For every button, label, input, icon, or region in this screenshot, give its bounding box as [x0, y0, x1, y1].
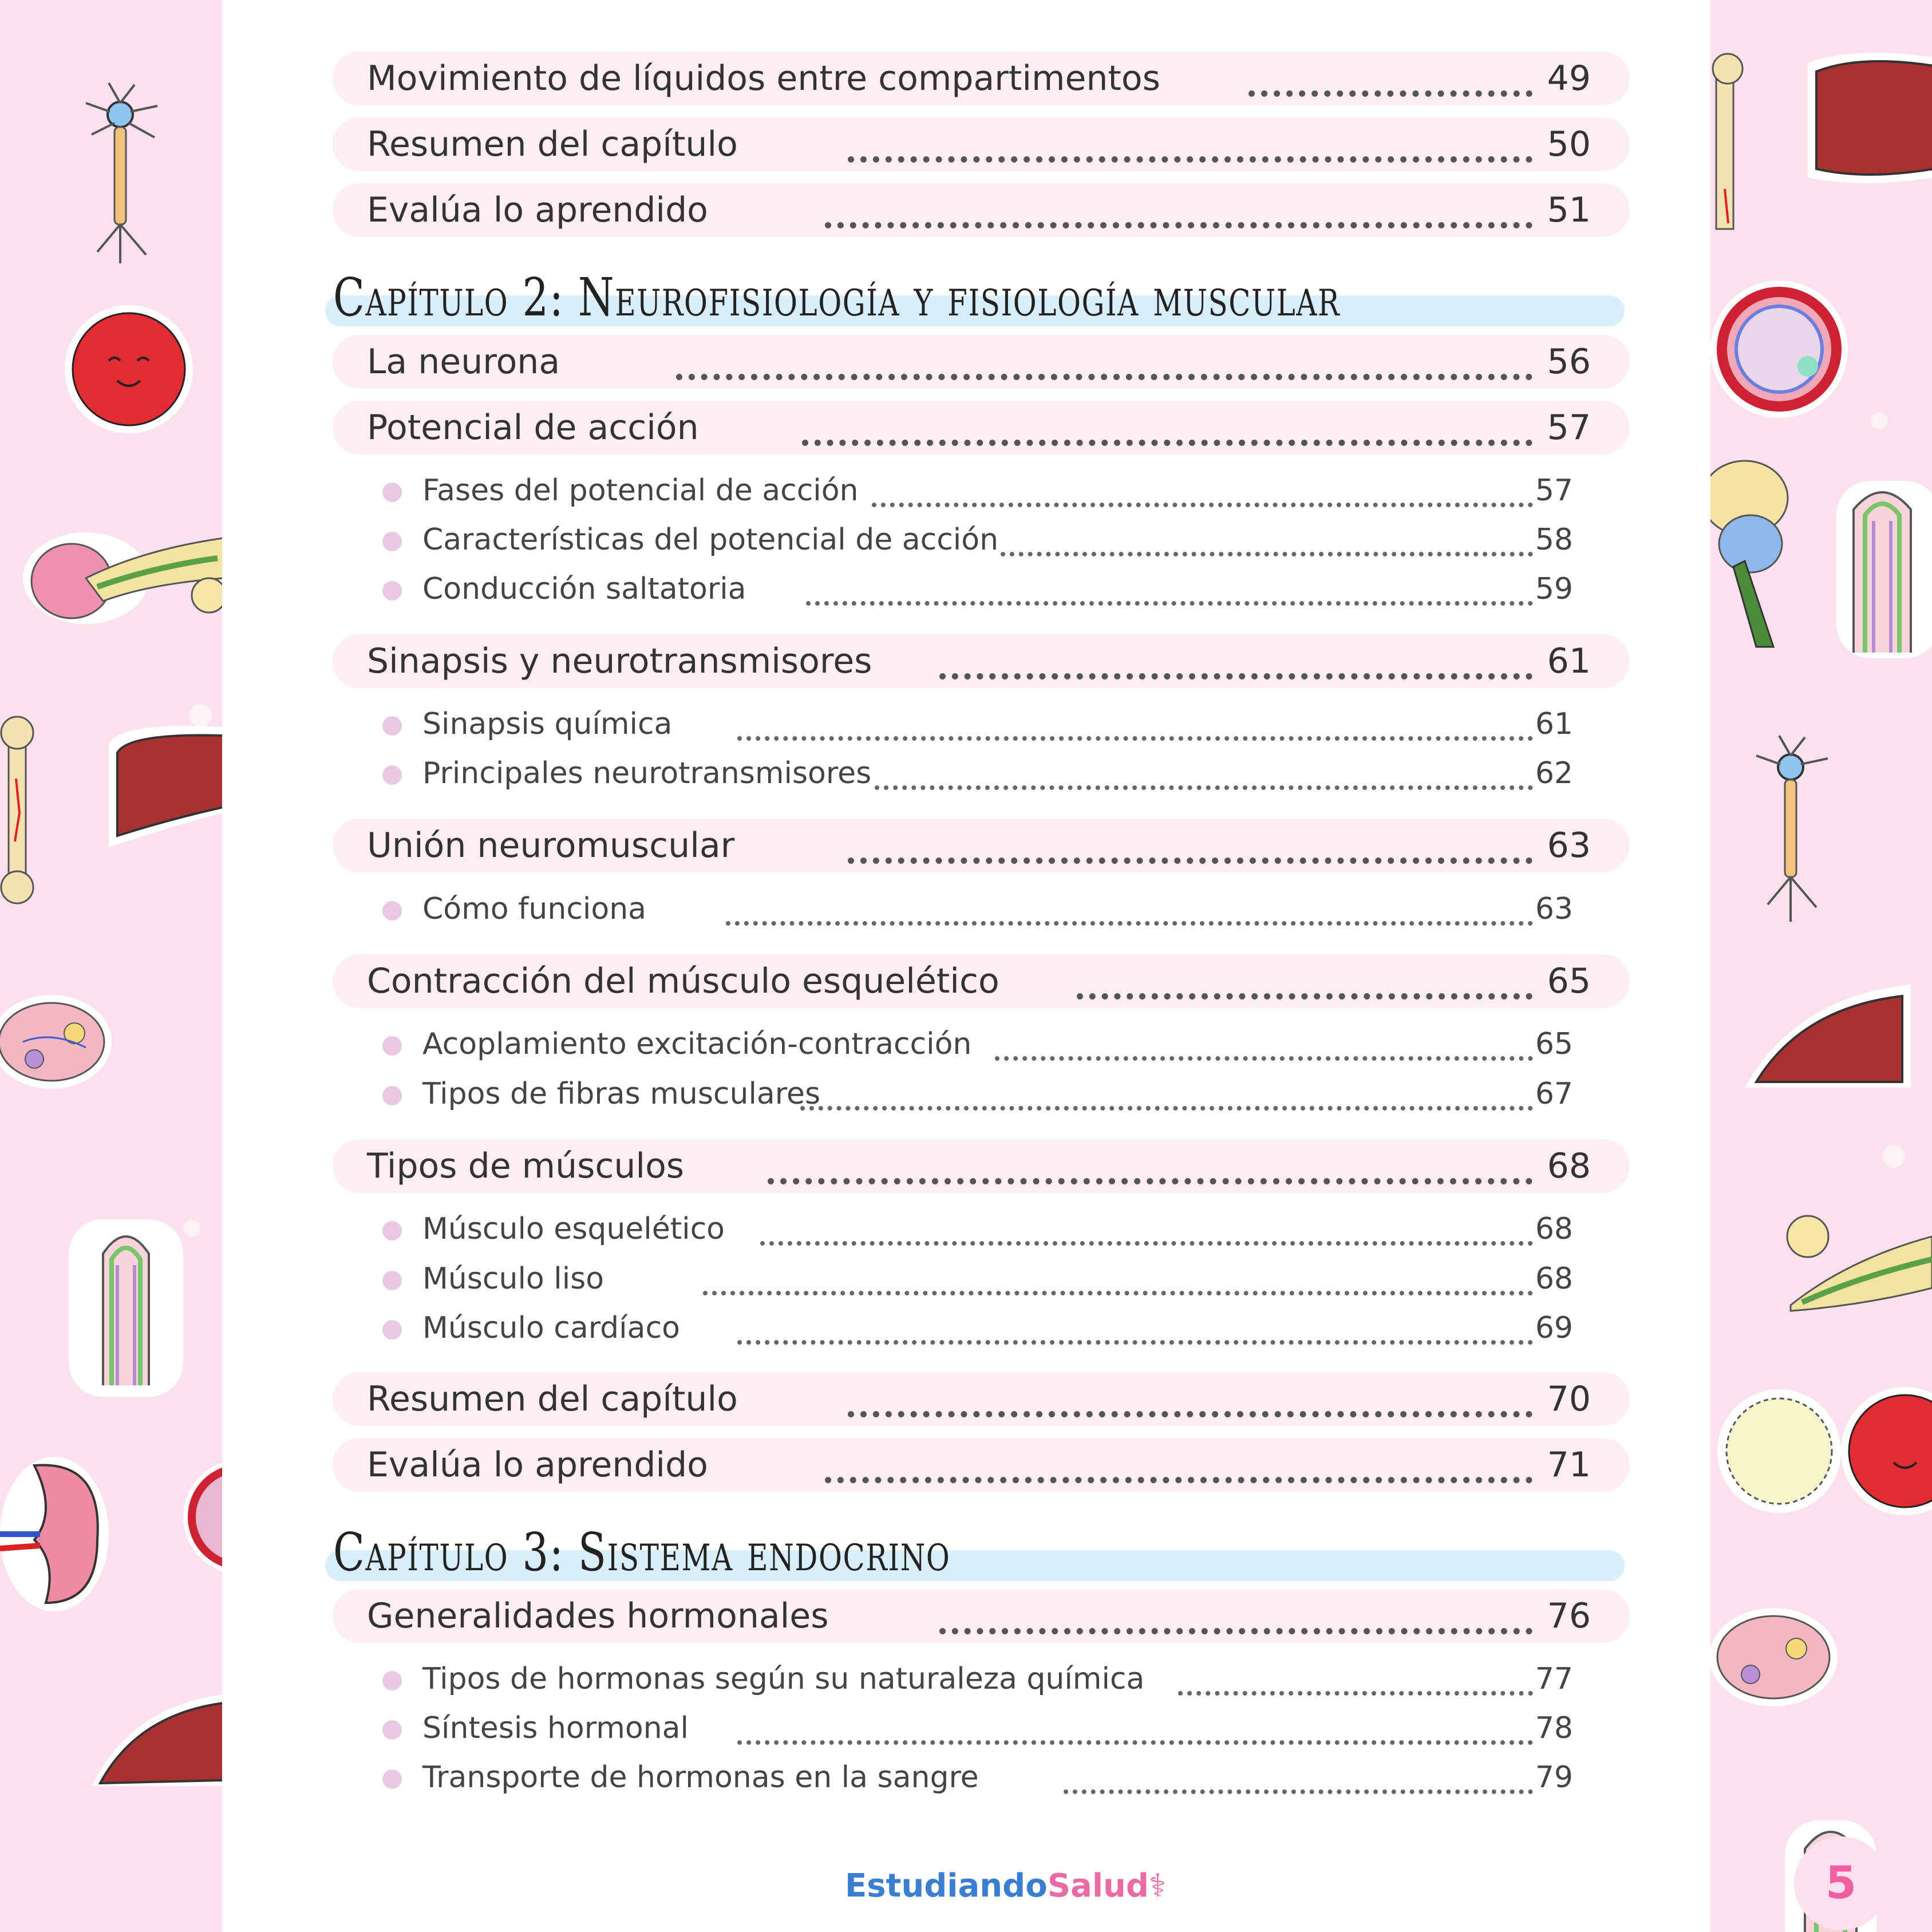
decor-dot	[1871, 412, 1888, 429]
page-number-badge: 5	[1794, 1836, 1888, 1930]
liver-illustration	[97, 721, 222, 853]
red-blood-cell-illustration	[63, 303, 195, 435]
brand-logo-part2: Salud	[1047, 1867, 1149, 1905]
toc-entry-page: 63	[1547, 825, 1591, 866]
dot-leader	[995, 1036, 1533, 1061]
chapter-title: Capítulo 3: Sistema endocrino	[333, 1522, 951, 1583]
toc-subentry-page: 62	[1535, 756, 1573, 791]
toc-entry[interactable]	[333, 183, 1630, 237]
dot-leader	[1178, 1670, 1533, 1696]
toc-subentry-page: 63	[1535, 892, 1573, 926]
bullet-icon	[382, 483, 402, 502]
toc-subentry-page: 69	[1535, 1311, 1573, 1345]
liver-illustration	[86, 1683, 222, 1809]
pancreas-illustration	[17, 515, 222, 653]
toc-subentry[interactable]	[382, 1259, 1573, 1299]
dot-leader	[703, 1270, 1533, 1295]
bullet-icon	[382, 1769, 402, 1789]
toc-entry[interactable]	[333, 335, 1630, 389]
kidney-illustration	[0, 1454, 109, 1614]
dot-leader	[939, 650, 1532, 679]
toc-subentry-page: 61	[1535, 707, 1573, 741]
toc-subentry-title: Transporte de hormonas en la sangre	[422, 1760, 979, 1795]
toc-entry[interactable]	[333, 1139, 1630, 1193]
toc-subentry[interactable]	[382, 753, 1573, 793]
dot-leader	[737, 1319, 1533, 1345]
toc-subentry[interactable]	[382, 1024, 1573, 1064]
toc-subentry-title: Sinapsis química	[422, 707, 673, 741]
toc-subentry[interactable]	[382, 471, 1573, 511]
dot-leader	[1249, 68, 1532, 97]
toc-subentry-title: Tipos de hormonas según su naturaleza química	[422, 1662, 1145, 1696]
liver-illustration	[1739, 973, 1917, 1111]
bullet-icon	[382, 716, 402, 736]
decor-dot	[1882, 1145, 1905, 1168]
dot-leader	[800, 1085, 1533, 1111]
toc-entry-page: 68	[1547, 1146, 1591, 1186]
toc-subentry[interactable]	[382, 704, 1573, 744]
dot-leader	[1064, 1769, 1533, 1794]
dot-leader	[848, 835, 1532, 864]
intestinal-villus-illustration	[1831, 475, 1932, 664]
toc-subentry-title: Conducción saltatoria	[422, 572, 746, 606]
toc-subentry-page: 79	[1535, 1760, 1573, 1795]
dot-leader	[872, 482, 1533, 507]
toc-subentry[interactable]	[382, 889, 1573, 929]
right-illustration-border	[1710, 0, 1932, 1932]
toc-subentry[interactable]	[382, 1708, 1573, 1748]
toc-entry-title: Movimiento de líquidos entre compartimentos	[367, 58, 1160, 98]
bullet-icon	[382, 1086, 402, 1105]
intestinal-villus-illustration	[63, 1214, 189, 1402]
toc-entry-page: 57	[1547, 408, 1591, 448]
dot-leader	[802, 417, 1532, 446]
dot-leader	[825, 1454, 1532, 1483]
brand-logo	[845, 1867, 1166, 1905]
toc-entry-title: Resumen del capítulo	[367, 1379, 738, 1419]
bullet-icon	[382, 581, 402, 600]
toc-entry-title: Evalúa lo aprendido	[367, 190, 708, 230]
toc-subentry-page: 78	[1535, 1711, 1573, 1745]
toc-subentry[interactable]	[382, 1308, 1573, 1348]
toc-entry-page: 61	[1547, 641, 1591, 681]
dot-leader	[676, 351, 1532, 380]
stethoscope-icon: ⚕	[1149, 1867, 1167, 1905]
bullet-icon	[382, 765, 402, 785]
bullet-icon	[382, 1671, 402, 1690]
toc-subentry[interactable]	[382, 569, 1573, 609]
toc-subentry-title: Fases del potencial de acción	[422, 473, 859, 508]
toc-subentry-page: 77	[1535, 1662, 1573, 1696]
dot-leader	[848, 133, 1532, 163]
table-of-contents-page	[222, 0, 1857, 1932]
bullet-icon	[382, 1720, 402, 1740]
bullet-icon	[382, 1036, 402, 1056]
toc-subentry[interactable]	[382, 1074, 1573, 1114]
toc-entry[interactable]	[333, 1372, 1630, 1426]
blood-vessel-illustration	[177, 1454, 222, 1580]
toc-subentry-page: 65	[1535, 1027, 1573, 1061]
neuron-illustration	[63, 80, 177, 269]
bone-illustration	[0, 716, 40, 904]
chapter-heading	[325, 263, 1625, 332]
chapter-heading	[325, 1518, 1625, 1587]
toc-entry-title: Evalúa lo aprendido	[367, 1445, 708, 1485]
toc-subentry-title: Músculo liso	[422, 1262, 605, 1296]
dot-leader	[825, 199, 1532, 228]
toc-entry-page: 70	[1547, 1379, 1591, 1419]
neuron-illustration	[1733, 733, 1848, 927]
dot-leader	[806, 580, 1533, 606]
toc-entry-page: 50	[1547, 124, 1591, 164]
toc-entry-page: 56	[1547, 342, 1591, 382]
toc-subentry-page: 68	[1535, 1212, 1573, 1246]
toc-entry-page: 65	[1547, 961, 1591, 1001]
dot-leader	[848, 1388, 1532, 1417]
toc-subentry[interactable]	[382, 1209, 1573, 1249]
ovary-illustration	[1710, 1603, 1842, 1712]
toc-subentry-title: Músculo cardíaco	[422, 1311, 680, 1345]
toc-entry[interactable]	[333, 401, 1630, 455]
toc-entry[interactable]	[333, 954, 1630, 1008]
red-blood-cell-illustration	[1839, 1385, 1932, 1517]
chapter-title: Capítulo 2: Neurofisiología y fisiología muscular	[333, 267, 1341, 328]
left-illustration-border	[0, 0, 222, 1932]
toc-subentry-page: 59	[1535, 572, 1573, 606]
dot-leader	[768, 1155, 1532, 1184]
dot-leader	[939, 1605, 1532, 1634]
toc-entry-title: La neurona	[367, 342, 560, 382]
bullet-icon	[382, 532, 402, 551]
toc-entry-page: 51	[1547, 190, 1591, 230]
pancreas-illustration	[1779, 1191, 1932, 1317]
white-blood-cell-illustration	[1710, 1385, 1842, 1517]
liver-illustration	[1796, 46, 1932, 195]
toc-entry[interactable]	[333, 634, 1630, 688]
toc-subentry-title: Síntesis hormonal	[422, 1711, 689, 1745]
toc-entry[interactable]	[333, 117, 1630, 171]
toc-subentry[interactable]	[382, 1659, 1573, 1699]
toc-entry-title: Sinapsis y neurotransmisores	[367, 641, 872, 681]
toc-entry[interactable]	[333, 1438, 1630, 1492]
toc-subentry-page: 67	[1535, 1077, 1573, 1111]
toc-entry-title: Potencial de acción	[367, 408, 699, 448]
dot-leader	[875, 765, 1533, 790]
bone-illustration	[1710, 52, 1745, 235]
dot-leader	[1077, 970, 1532, 999]
toc-subentry-title: Principales neurotransmisores	[422, 756, 872, 791]
capillary-illustration	[1710, 269, 1865, 424]
toc-entry-title: Unión neuromuscular	[367, 825, 735, 866]
dot-leader	[737, 1720, 1533, 1745]
brainstem-illustration	[1710, 458, 1796, 653]
dot-leader	[726, 900, 1533, 926]
ovary-illustration	[0, 985, 114, 1099]
toc-subentry-title: Tipos de fibras musculares	[422, 1077, 821, 1111]
toc-subentry-page: 57	[1535, 473, 1573, 508]
toc-entry-page: 49	[1547, 58, 1591, 98]
toc-entry-title: Resumen del capítulo	[367, 124, 738, 164]
dot-leader	[737, 716, 1533, 741]
toc-subentry-page: 68	[1535, 1262, 1573, 1296]
toc-subentry-page: 58	[1535, 523, 1573, 557]
toc-subentry[interactable]	[382, 1757, 1573, 1797]
bullet-icon	[382, 1320, 402, 1340]
dot-leader	[1001, 531, 1533, 556]
toc-entry-page: 71	[1547, 1445, 1591, 1485]
toc-entry-title: Tipos de músculos	[367, 1146, 685, 1186]
toc-subentry-title: Cómo funciona	[422, 892, 647, 926]
toc-entry[interactable]	[333, 819, 1630, 872]
toc-subentry-title: Músculo esquelético	[422, 1212, 725, 1246]
toc-subentry-title: Características del potencial de acción	[422, 523, 999, 557]
brand-logo-part1: Estudiando	[845, 1867, 1048, 1905]
toc-entry[interactable]	[333, 1589, 1630, 1643]
toc-entry[interactable]	[333, 52, 1630, 105]
toc-entry-page: 76	[1547, 1596, 1591, 1636]
toc-subentry-title: Acoplamiento excitación-contracción	[422, 1027, 972, 1061]
decor-dot	[189, 704, 212, 727]
toc-subentry[interactable]	[382, 520, 1573, 560]
decor-dot	[183, 1219, 200, 1236]
bullet-icon	[382, 1271, 402, 1290]
toc-entry-title: Contracción del músculo esquelético	[367, 961, 999, 1001]
bullet-icon	[382, 1221, 402, 1240]
dot-leader	[760, 1220, 1533, 1246]
toc-entry-title: Generalidades hormonales	[367, 1596, 829, 1636]
bullet-icon	[382, 901, 402, 920]
